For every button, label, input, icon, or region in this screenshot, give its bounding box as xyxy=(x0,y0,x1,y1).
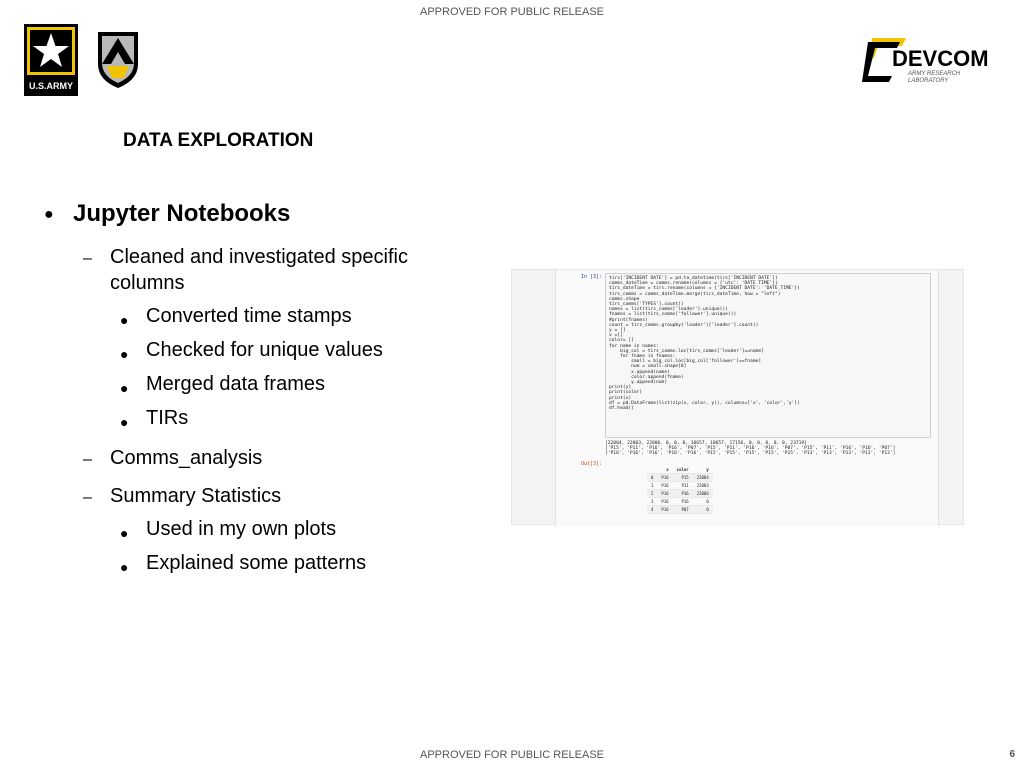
in-prompt: In [3]: xyxy=(581,274,603,280)
output-line: [22004, 22003, 22006, 0, 0, 0, 10657, 10657, 17156, 0, 0, 0, 0, 0, 23719] xyxy=(605,441,807,446)
code-line: df.head() xyxy=(609,406,634,412)
code-line: print(x) xyxy=(609,395,632,401)
sub-bullet-comms-analysis: Comms_analysis xyxy=(110,447,263,469)
code-line: print(y) xyxy=(609,385,632,391)
df-cell: P16 xyxy=(657,474,672,482)
code-line: for name in names: xyxy=(609,343,659,349)
us-army-logo xyxy=(24,24,78,101)
df-cell: 1 xyxy=(647,482,657,490)
sub-sub-bullet-dot: ● xyxy=(120,380,129,396)
code-line: big_col = tirs_comms.loc[tirs_comms['leader']==name] xyxy=(609,348,764,354)
df-cell: P11 xyxy=(673,482,693,490)
df-row xyxy=(647,474,713,482)
df-header-cell: x xyxy=(657,466,672,474)
item-explained-patterns: Explained some patterns xyxy=(146,552,367,574)
release-marking-bottom: APPROVED FOR PUBLIC RELEASE xyxy=(420,749,604,761)
code-line: tirs_comms['TYPES'].count() xyxy=(609,302,684,308)
out-prompt: Out[3]: xyxy=(581,461,603,467)
code-line: fnames = list(tirs_comms['follower'].unique()) xyxy=(609,312,737,318)
item-used-in-plots: Used in my own plots xyxy=(146,518,337,540)
army-logo-text: U.S.ARMY xyxy=(28,81,74,91)
df-cell: 3 xyxy=(647,498,657,506)
sub-bullet-dash: – xyxy=(83,250,92,267)
code-line: tirs_dateTime = tirs.rename(columns = {'INCIDENT DATE': 'DATE_TIME'}) xyxy=(609,286,800,292)
df-cell: P16 xyxy=(673,498,693,506)
df-row xyxy=(647,490,713,498)
df-cell: 4 xyxy=(647,506,657,514)
df-header-cell: color xyxy=(673,466,693,474)
sub-sub-bullet-dot: ● xyxy=(120,525,129,541)
code-line: comms_dateTime = comms.rename(columns = {'utc': 'DATE TIME'}) xyxy=(609,281,778,287)
devcom-logo xyxy=(862,36,1002,89)
df-row xyxy=(647,482,713,490)
item-converted-time-stamps: Converted time stamps xyxy=(146,305,352,327)
item-merged-data-frames: Merged data frames xyxy=(146,373,325,395)
devcom-logo-text: DEVCOM xyxy=(892,46,989,71)
bullet-jupyter-notebooks: Jupyter Notebooks xyxy=(73,200,291,227)
code-line: color= [] xyxy=(609,338,634,344)
df-row xyxy=(647,498,713,506)
release-marking-top: APPROVED FOR PUBLIC RELEASE xyxy=(420,6,604,18)
df-header-cell: y xyxy=(693,466,713,474)
df-cell: 2 xyxy=(647,490,657,498)
futures-command-logo xyxy=(95,30,141,95)
code-line: small = big_col.loc[big_col['follower']==fname] xyxy=(609,359,762,365)
code-cell xyxy=(605,273,931,438)
code-line: comms.shape xyxy=(609,296,640,302)
df-cell: P16 xyxy=(657,490,672,498)
sub-bullet-dash: – xyxy=(83,451,92,468)
sub-bullet-summary-statistics: Summary Statistics xyxy=(110,485,282,507)
sub-sub-bullet-dot: ● xyxy=(120,559,129,575)
sub-sub-bullet-dot: ● xyxy=(120,346,129,362)
code-line: count = tirs_comms.groupby('leader')['leader'].count() xyxy=(609,322,759,328)
dataframe-output-table xyxy=(647,466,713,514)
df-cell: P16 xyxy=(657,498,672,506)
bullet-dot: ● xyxy=(44,206,54,223)
devcom-sub2: LABORATORY xyxy=(908,78,949,84)
code-line: names = list(tirs_comms['leader'].unique()) xyxy=(609,307,728,313)
df-cell: 22003 xyxy=(693,482,713,490)
page-number: 6 xyxy=(1009,749,1015,760)
sub-bullet-dash: – xyxy=(83,489,92,506)
cell-output-text xyxy=(605,441,935,457)
notebook-screenshot xyxy=(511,269,964,525)
df-cell: P07 xyxy=(673,506,693,514)
code-line: y = [] xyxy=(609,328,626,334)
notebook-page xyxy=(555,270,939,526)
code-line: print(color) xyxy=(609,390,643,396)
df-cell: P16 xyxy=(673,490,693,498)
df-cell: 0 xyxy=(647,474,657,482)
code-line: #print(fnames) xyxy=(609,317,648,323)
item-checked-unique-values: Checked for unique values xyxy=(146,339,383,361)
df-cell: P16 xyxy=(657,482,672,490)
df-row xyxy=(647,506,713,514)
code-line: y.append(num) xyxy=(609,380,668,386)
code-line: tirs['INCIDENT DATE'] = pd.to_datetime(tirs['INCIDENT DATE']) xyxy=(609,276,778,281)
df-cell: P16 xyxy=(657,506,672,514)
sub-sub-bullet-dot: ● xyxy=(120,312,129,328)
code-line: tirs_comms = comms_dateTime.merge(tirs_dateTime, how = "left") xyxy=(609,291,781,297)
df-cell: 0 xyxy=(693,498,713,506)
sub-sub-bullet-dot: ● xyxy=(120,414,129,430)
sub-bullet-cleaned-columns: Cleaned and investigated specific columns xyxy=(110,246,408,294)
df-cell: 22004 xyxy=(693,474,713,482)
devcom-sub1: ARMY RESEARCH xyxy=(908,71,961,77)
output-line: ['P16', 'P16', 'P16', 'P16', 'P16', 'P15', 'P15', 'P15', 'P15', 'P15', 'P13', 'P13', 'P13', 'P13', 'P13'] xyxy=(605,451,896,457)
output-line: ['P15', 'P11', 'P16', 'P16', 'P07', 'P15', 'P11', 'P16', 'P16', 'P07', 'P15', 'P11', 'P16', 'P16', 'P07'] xyxy=(605,446,896,452)
df-cell: P15 xyxy=(673,474,693,482)
code-line: color.append(fname) xyxy=(609,374,684,380)
code-line: df = pd.DataFrame(list(zip(x, color, y)), columns=['x', 'color','y']) xyxy=(609,400,800,406)
df-header-cell xyxy=(647,466,657,474)
code-line: for fname in fnames: xyxy=(609,354,676,360)
item-tirs: TIRs xyxy=(146,407,189,429)
code-line: x =[] xyxy=(609,333,623,339)
slide-title: DATA EXPLORATION xyxy=(123,130,314,151)
df-cell: 22006 xyxy=(693,490,713,498)
df-cell: 0 xyxy=(693,506,713,514)
code-line: num = small.shape[0] xyxy=(609,364,687,370)
code-line: x.append(name) xyxy=(609,369,670,375)
